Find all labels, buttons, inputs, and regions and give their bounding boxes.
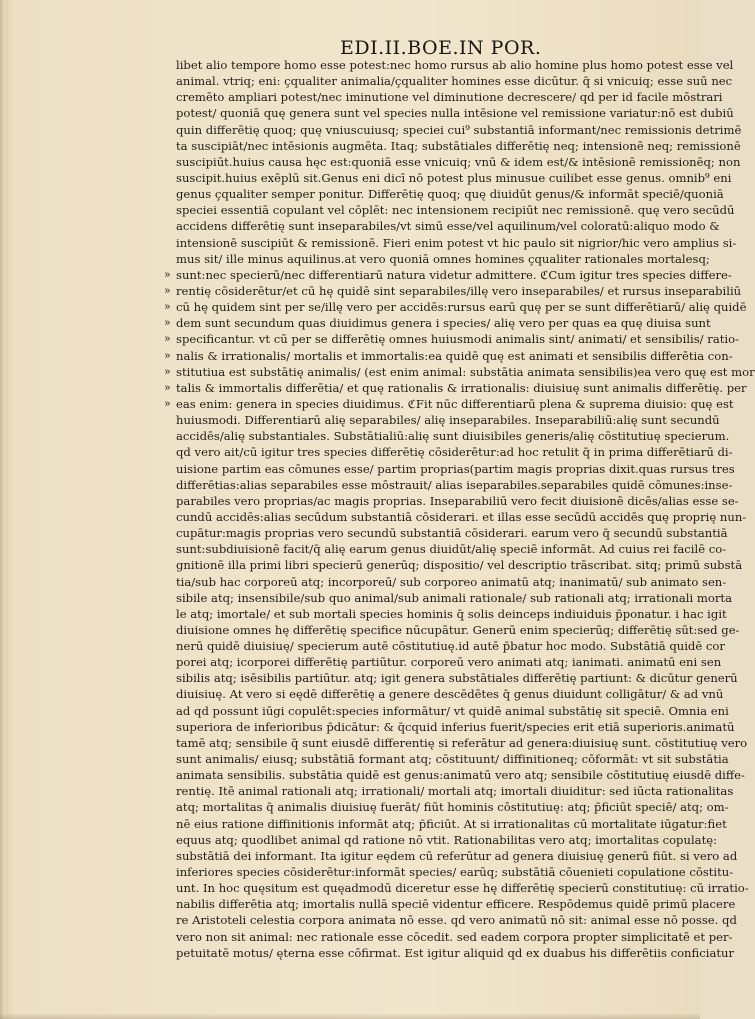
line-text: equus atq; quodlibet animal qd ratione nō vtit. Rationabilitas vero atq; imortalitas copulatę: [176, 832, 717, 847]
line-text: uisione partim eas cōmunes esse/ partim proprias(partim magis proprias dixit.quas rursus tres [176, 461, 735, 476]
text-line [176, 154, 741, 170]
line-text: atq; mortalitas q̄ animalis diuisiuę fuerāt/ fiūt hominis cōstitutiuę: atq; p̄ficiūt speciē/ atq; om- [176, 800, 729, 815]
line-text: inferiores species cōsiderētur:informāt species/ earūq; substātiā cōuenieti copulatione cōstitu- [176, 865, 734, 880]
text-line [176, 509, 747, 525]
line-text: gnitionē illa primi libri specierū generūq; dispositio/ vel descriptio trāscribat. sitq; primū substā [176, 558, 743, 573]
margin-quote-marker: » [164, 348, 171, 362]
text-line [176, 493, 739, 509]
line-text: nalis & irrationalis/ mortalis et immortalis:ea quidē quę est animati et sensibilis differētia con- [176, 348, 733, 363]
text-line [176, 122, 742, 138]
text-line [176, 654, 722, 670]
text-line [176, 864, 734, 880]
text-line [176, 170, 732, 186]
text-line [164, 299, 747, 315]
line-text: porei atq; icorporei differētię partiūtur. corporeū vero animati atq; ianimati. animatū eni sen [176, 655, 722, 670]
text-line [176, 186, 724, 202]
line-text: cū hę quidem sint per se/illę vero per accidēs:rursus earū quę per se sunt differētiarū/ alię quidē [176, 300, 747, 315]
line-text: nerū quidē diuisiuę/ specierum autē cōstitutiuę.id autē p̄batur hoc modo. Substātiā quidē cor [176, 639, 725, 654]
text-line [176, 767, 745, 783]
line-text: parabiles vero proprias/ac magis proprias. Inseparabiliū vero fecit diuisionē dicēs/alias esse se- [176, 493, 739, 508]
text-line [176, 912, 737, 928]
text-line [176, 832, 717, 848]
text-line [176, 218, 720, 234]
text-line [176, 848, 738, 864]
line-text: quin differētię quoq; quę vniuscuiusq; speciei cui⁹ substantiā informant/nec remissionis detrimē [176, 122, 742, 137]
text-line [176, 799, 729, 815]
text-line [164, 267, 732, 283]
line-text: vero non sit animal: nec rationale esse cōcedit. sed eadem corpora propter simplicitatē et per- [176, 929, 733, 944]
text-line [176, 670, 738, 686]
text-line [176, 202, 735, 218]
line-text: nē eius ratione diffinitionis informāt atq; p̄ficiūt. At si irrationalitas cū mortalitate iūgatur:fiet [176, 816, 727, 831]
text-line [176, 638, 725, 654]
text-line [176, 880, 749, 896]
text-line [176, 541, 727, 557]
text-line [164, 364, 755, 380]
line-text: ad qd possunt iūgi copulēt:species informātur/ vt quidē animal substātię sit speciē. Omnia eni [176, 703, 729, 718]
line-text: le atq; imortale/ et sub mortali species hominis q̄ solis deinceps indiuiduis p̄ponatur. i hac igit [176, 606, 727, 621]
line-text: rentię cōsiderētur/et cū hę quidē sint separabiles/illę vero inseparabiles/ et rursus inseparabiliū [176, 283, 742, 298]
running-header: EDI.II.BOE.IN POR. [340, 37, 542, 59]
line-text: libet alio tempore homo esse potest:nec homo rursus ab alio homine plus homo potest esse vel [176, 58, 734, 72]
line-text: sunt:nec specierū/nec differentiarū natura videtur admittere. ℭCum igitur tres species differe- [176, 267, 732, 282]
line-text: sunt:subdiuisionē facit/q̄ alię earum genus diuidūt/alię speciē informāt. Ad cuius rei facilē co- [176, 542, 727, 557]
text-line [176, 622, 740, 638]
margin-quote-marker: » [164, 332, 171, 346]
text-line [176, 719, 735, 735]
line-text: qd vero ait/cū igitur tres species differētię cōsiderētur:ad hoc retulit q̄ in prima differētiarū di- [176, 445, 733, 460]
line-text: genus çqualiter semper ponitur. Differētię quoq; quę diuidūt genus/& informāt speciē/quoniā [176, 187, 724, 202]
line-text: animal. vtriq; eni: çqualiter animalia/çqualiter homines esse dicūtur. q̄ si vnicuiq; esse suū nec [176, 74, 733, 89]
text-line [164, 315, 711, 331]
text-line [176, 477, 733, 493]
text-line [176, 606, 727, 622]
line-text: re Aristoteli celestia corpora animata nō esse. qd vero animatū nō sit: animal esse nō posse. qd [176, 913, 737, 928]
line-text: tamē atq; sensibile q̄ sunt eiusdē differentię si referātur ad genera:diuisiuę sunt. cōstitutiuę vero [176, 735, 748, 750]
text-line [176, 525, 728, 541]
line-text: intensionē suscipiūt & remissionē. Fieri enim potest vt hic paulo sit nigrior/hic vero amplius si- [176, 235, 737, 250]
line-text: speciei essentiā copulant vel cōplēt: nec intensionem recipiūt nec remissionē. quę vero secūdū [176, 203, 735, 218]
line-text: nabilis differētia atq; imortalis nullā speciē videntur efficere. Respōdemus quidē primū placere [176, 897, 736, 912]
text-line [176, 73, 733, 89]
line-text: differētias:alias separabiles esse mōstrauit/ alias iseparabiles.separabiles quidē cōmunes:inse- [176, 477, 733, 492]
margin-quote-marker: » [164, 300, 171, 314]
line-text: potest/ quoniā quę genera sunt vel species nulla intēsione vel remissione variatur:nō est dubiū [176, 106, 734, 121]
text-line [176, 574, 727, 590]
left-page-edge [0, 0, 5, 1019]
text-line [176, 428, 730, 444]
line-text: tia/sub hac corporeū atq; incorporeū/ sub corporeo animatū atq; inanimatū/ sub animato sen- [176, 574, 727, 589]
line-text: diuisiuę. At vero si eędē differētię a genere descēdētes q̄ genus diuidunt colligātur/ & ad vnū [176, 687, 724, 702]
text-line [164, 348, 733, 364]
text-line [176, 816, 727, 832]
text-line [176, 461, 735, 477]
line-text: animata sensibilis. substātia quidē est genus:animatū vero atq; sensibile cōstitutiuę eiusdē diffe- [176, 768, 745, 783]
text-line [176, 945, 735, 961]
text-line [164, 396, 734, 412]
line-text: mus sit/ ille minus aquilinus.at vero quoniā omnes homines çqualiter rationales mortalesq; [176, 251, 710, 266]
margin-quote-marker: » [164, 364, 171, 378]
text-line [176, 89, 723, 105]
text-line [176, 686, 724, 702]
margin-quote-marker: » [164, 316, 171, 330]
text-line [176, 590, 732, 606]
line-text: accidens differētię sunt inseparabiles/vt simū esse/vel aquilinum/vel coloratū:aliquo modo & [176, 219, 720, 234]
line-text: cundū accidēs:alias secūdum substantiā cōsiderari. et illas esse secūdū accidēs quę proprię nun- [176, 509, 747, 524]
line-text: accidēs/alię substantiales. Substātialiū:alię sunt diuisibiles generis/alię cōstitutiuę specierum. [176, 429, 730, 444]
text-line [176, 751, 729, 767]
text-block [164, 57, 755, 961]
line-text: superiora de inferioribus p̄dicātur: & q̄cquid inferius fuerit/species erit etiā superioris.animatū [176, 719, 735, 734]
line-text: huiusmodi. Differentiarū alię separabiles/ alię inseparabiles. Inseparabiliū:alię sunt secundū [176, 413, 720, 428]
line-text: petuitatē motus/ ęterna esse cōfirmat. Est igitur aliquid qd ex duabus his differētiis conficiatur [176, 945, 735, 960]
text-line [176, 703, 729, 719]
page-bottom-shadow [0, 1013, 700, 1019]
line-text: sunt animalis/ eiusq; substātiā formant atq; cōstituunt/ diffinitioneq; cōformāt: vt sit substātia [176, 752, 729, 767]
text-line [176, 138, 741, 154]
text-line [176, 251, 710, 267]
line-text: dem sunt secundum quas diuidimus genera i species/ alię vero per quas ea quę diuisa sunt [176, 316, 711, 331]
margin-quote-marker: » [164, 267, 171, 281]
text-line [176, 929, 733, 945]
text-line [176, 557, 743, 573]
line-text: diuisione omnes hę differētię specifice nūcupātur. Generū enim specierūq; differētię sūt:sed ge- [176, 622, 740, 637]
text-line [164, 331, 739, 347]
line-text: talis & immortalis differētia/ et quę rationalis & irrationalis: diuisiuę sunt animalis differētię. per [176, 380, 747, 395]
line-text: rentię. Itē animal rationali atq; irrationali/ mortali atq; imortali diuiditur: sed iūcta rationalitas [176, 784, 734, 799]
line-text: suscipiūt.huius causa hęc est:quoniā esse vnicuiq; vnū & idem est/& intēsionē remissionēq; non [176, 154, 741, 169]
text-line [176, 444, 733, 460]
line-text: sibilis atq; isēsibilis partiūtur. atq; igit genera substātiales differētię partiunt: & dicūtur generū [176, 671, 738, 686]
text-line [176, 105, 734, 121]
margin-quote-marker: » [164, 380, 171, 394]
text-line [176, 235, 737, 251]
text-line [176, 896, 736, 912]
text-line [176, 412, 720, 428]
line-text: eas enim: genera in species diuidimus. ℭFit nūc differentiarū plena & suprema diuisio: quę est [176, 396, 734, 411]
line-text: cremēto ampliari potest/nec iminutione vel diminutione decrescere/ qd per id facile mōstrari [176, 90, 723, 105]
line-text: specificantur. vt cū per se differētię omnes huiusmodi animalis sint/ animati/ et sensibilis/ ratio- [176, 332, 739, 347]
text-line [176, 735, 748, 751]
line-text: sibile atq; insensibile/sub quo animal/sub animali rationale/ sub rationali atq; irrationali morta [176, 590, 732, 605]
line-text: substātiā dei informant. Ita igitur eędem cū referūtur ad genera diuisiuę generū fiūt. si vero ad [176, 848, 738, 863]
text-line [176, 783, 734, 799]
line-text: stitutiua est substātię animalis/ (est enim animal: substātia animata sensibilis)ea vero quę est mor [176, 364, 755, 379]
margin-quote-marker: » [164, 396, 171, 410]
text-line [176, 57, 734, 73]
line-text: ta suscipiāt/nec intēsionis augmēta. Itaq; substātiales differētię neq; intensionē neq; remissionē [176, 138, 741, 153]
text-line [164, 380, 747, 396]
line-text: suscipit.huius exēplū sit.Genus eni dicī nō potest plus minusue cuilibet esse genus. omnib⁹ eni [176, 170, 732, 185]
line-text: unt. In hoc quęsitum est quęadmodū diceretur esse hę differētię specierū constitutiuę: cū irratio- [176, 881, 749, 896]
line-text: cupātur:magis proprias vero secundū substantiā cōsiderari. earum vero q̄ secundū substantiā [176, 526, 728, 541]
margin-quote-marker: » [164, 283, 171, 297]
text-line [164, 283, 742, 299]
